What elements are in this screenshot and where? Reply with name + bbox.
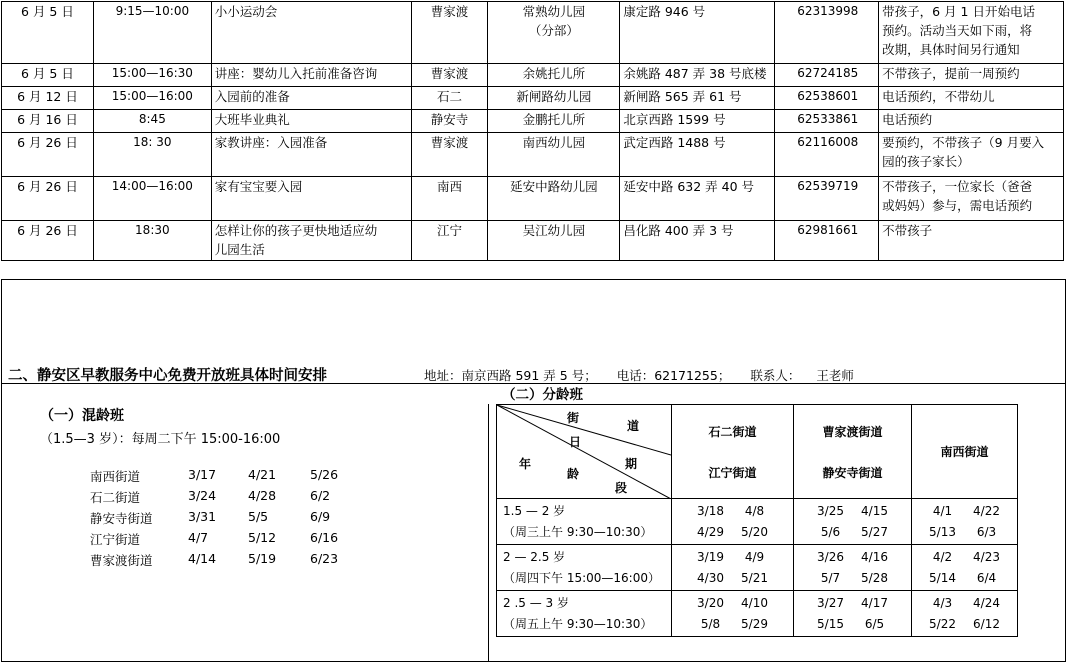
event-note: 不带孩子，一位家长（爸爸 或妈妈）参与，需电话预约 <box>879 177 1064 221</box>
event-time: 8:45 <box>93 110 211 133</box>
event-district: 石二 <box>411 87 488 110</box>
event-date: 6 月 5 日 <box>2 2 94 64</box>
event-phone: 62981661 <box>775 221 879 261</box>
event-title: 大班毕业典礼 <box>211 110 411 133</box>
event-district: 江宁 <box>411 221 488 261</box>
event-row <box>2 221 1064 261</box>
event-time: 9:15—10:00 <box>93 2 211 64</box>
lower-divider <box>488 404 489 662</box>
event-date: 6 月 26 日 <box>2 221 94 261</box>
session-dates: 3/27 4/17 5/15 6/5 <box>794 591 912 637</box>
mixed-row <box>90 530 350 551</box>
mixed-row <box>90 488 350 509</box>
col-header-caojiadu-jingansi: 曹家渡街道 静安寺街道 <box>794 405 912 499</box>
mixed-date: 5/5 <box>248 509 269 524</box>
session-dates: 4/1 4/22 5/13 6/3 <box>912 499 1018 545</box>
event-title: 家有宝宝要入园 <box>211 177 411 221</box>
age-group-label: 2 .5 — 3 岁 （周五上午 9:30—10:30） <box>497 591 672 637</box>
event-venue: 吴江幼儿园 <box>488 221 620 261</box>
section-heading: 二、静安区早教服务中心免费开放班具体时间安排 <box>8 368 327 384</box>
col-header-nanxi: 南西街道 <box>912 405 1018 499</box>
event-district: 曹家渡 <box>411 64 488 87</box>
event-venue: 延安中路幼儿园 <box>488 177 620 221</box>
mixed-date: 5/26 <box>310 467 339 482</box>
event-address: 延安中路 632 弄 40 号 <box>620 177 775 221</box>
event-phone: 62539719 <box>775 177 879 221</box>
event-date: 6 月 16 日 <box>2 110 94 133</box>
diag-label-dao: 道 <box>627 419 640 433</box>
event-venue: 金鹏托儿所 <box>488 110 620 133</box>
center-address: 地址：南京西路 591 弄 5 号； <box>424 368 597 383</box>
event-phone: 62538601 <box>775 87 879 110</box>
event-title: 怎样让你的孩子更快地适应幼 儿园生活 <box>211 221 411 261</box>
event-time: 18:30 <box>93 221 211 261</box>
event-row <box>2 177 1064 221</box>
event-date: 6 月 12 日 <box>2 87 94 110</box>
event-time: 14:00—16:00 <box>93 177 211 221</box>
mixed-date: 3/24 <box>188 488 217 503</box>
mixed-date: 6/23 <box>310 551 339 566</box>
contact-line <box>424 366 870 384</box>
age-group-row <box>497 545 1018 591</box>
mixed-class-list <box>90 467 350 572</box>
grouped-class-table <box>496 404 1018 637</box>
event-note: 要预约，不带孩子（9 月要入 园的孩子家长） <box>879 133 1064 177</box>
diag-label-jie: 街 <box>567 411 580 425</box>
age-group-row <box>497 591 1018 637</box>
event-title: 入园前的准备 <box>211 87 411 110</box>
diag-label-duan: 段 <box>615 481 628 495</box>
event-note: 不带孩子 <box>879 221 1064 261</box>
session-dates: 3/26 4/16 5/7 5/28 <box>794 545 912 591</box>
mixed-date: 4/7 <box>188 530 209 545</box>
mixed-street: 曹家渡街道 <box>90 553 153 568</box>
event-row <box>2 87 1064 110</box>
event-address: 武定西路 1488 号 <box>620 133 775 177</box>
mixed-date: 4/14 <box>188 551 217 566</box>
grouped-class-title: （二）分龄班 <box>502 387 583 403</box>
event-date: 6 月 26 日 <box>2 177 94 221</box>
mixed-date: 4/21 <box>248 467 277 482</box>
mixed-row <box>90 467 350 488</box>
event-time: 18: 30 <box>93 133 211 177</box>
diagonal-header-cell <box>497 405 672 499</box>
event-date: 6 月 26 日 <box>2 133 94 177</box>
event-phone: 62116008 <box>775 133 879 177</box>
event-venue: 常熟幼儿园 （分部） <box>488 2 620 64</box>
event-title: 家教讲座：入园准备 <box>211 133 411 177</box>
mixed-class-subtitle: （1.5—3 岁）：每周二下午 15:00-16:00 <box>40 432 281 447</box>
mixed-date: 3/17 <box>188 467 217 482</box>
mixed-date: 3/31 <box>188 509 217 524</box>
col-header-shier-jiangning: 石二街道 江宁街道 <box>672 405 794 499</box>
session-dates: 3/25 4/15 5/6 5/27 <box>794 499 912 545</box>
event-phone: 62313998 <box>775 2 879 64</box>
event-time: 15:00—16:30 <box>93 64 211 87</box>
diagonal-lines <box>497 405 671 499</box>
contact-label: 联系人： <box>750 368 801 383</box>
mixed-date: 6/9 <box>310 509 331 524</box>
event-title: 小小运动会 <box>211 2 411 64</box>
contact-name: 王老师 <box>816 368 854 383</box>
event-district: 曹家渡 <box>411 133 488 177</box>
mixed-street: 静安寺街道 <box>90 511 153 526</box>
age-group-row <box>497 499 1018 545</box>
events-table <box>1 1 1064 261</box>
session-dates: 3/19 4/9 4/30 5/21 <box>672 545 794 591</box>
mixed-date: 5/19 <box>248 551 277 566</box>
event-address: 余姚路 487 弄 38 号底楼 <box>620 64 775 87</box>
event-note: 电话预约 <box>879 110 1064 133</box>
event-venue: 余姚托儿所 <box>488 64 620 87</box>
event-note: 电话预约，不带幼儿 <box>879 87 1064 110</box>
event-district: 静安寺 <box>411 110 488 133</box>
mixed-class-title: （一）混龄班 <box>40 408 124 424</box>
event-venue: 新闸路幼儿园 <box>488 87 620 110</box>
event-row <box>2 2 1064 64</box>
event-district: 南西 <box>411 177 488 221</box>
event-address: 康定路 946 号 <box>620 2 775 64</box>
event-time: 15:00—16:00 <box>93 87 211 110</box>
diag-label-nian: 年 <box>519 457 532 471</box>
event-phone: 62724185 <box>775 64 879 87</box>
mixed-street: 江宁街道 <box>90 532 141 547</box>
age-group-label: 1.5 — 2 岁 （周三上午 9:30—10:30） <box>497 499 672 545</box>
diag-label-qi: 期 <box>625 457 638 471</box>
event-phone: 62533861 <box>775 110 879 133</box>
event-note: 不带孩子，提前一周预约 <box>879 64 1064 87</box>
session-dates: 4/2 4/23 5/14 6/4 <box>912 545 1018 591</box>
mixed-row <box>90 551 350 572</box>
event-row <box>2 133 1064 177</box>
event-address: 新闸路 565 弄 61 号 <box>620 87 775 110</box>
event-note: 带孩子，6 月 1 日开始电话 预约。活动当天如下雨，将 改期，具体时间另行通知 <box>879 2 1064 64</box>
age-group-label: 2 — 2.5 岁 （周四下午 15:00—16:00） <box>497 545 672 591</box>
mixed-row <box>90 509 350 530</box>
mixed-street: 石二街道 <box>90 490 141 505</box>
diag-label-ri: 日 <box>569 435 582 449</box>
event-date: 6 月 5 日 <box>2 64 94 87</box>
mixed-date: 5/12 <box>248 530 277 545</box>
session-dates: 3/20 4/10 5/8 5/29 <box>672 591 794 637</box>
mixed-date: 4/28 <box>248 488 277 503</box>
event-row <box>2 64 1064 87</box>
mixed-street: 南西街道 <box>90 469 141 484</box>
center-phone: 电话：62171255； <box>616 368 731 383</box>
event-address: 昌化路 400 弄 3 号 <box>620 221 775 261</box>
event-row <box>2 110 1064 133</box>
event-address: 北京西路 1599 号 <box>620 110 775 133</box>
mixed-date: 6/2 <box>310 488 331 503</box>
session-dates: 3/18 4/8 4/29 5/20 <box>672 499 794 545</box>
event-venue: 南西幼儿园 <box>488 133 620 177</box>
diag-label-ling: 龄 <box>567 467 580 481</box>
event-district: 曹家渡 <box>411 2 488 64</box>
event-title: 讲座：婴幼儿入托前准备咨询 <box>211 64 411 87</box>
session-dates: 4/3 4/24 5/22 6/12 <box>912 591 1018 637</box>
mixed-date: 6/16 <box>310 530 339 545</box>
